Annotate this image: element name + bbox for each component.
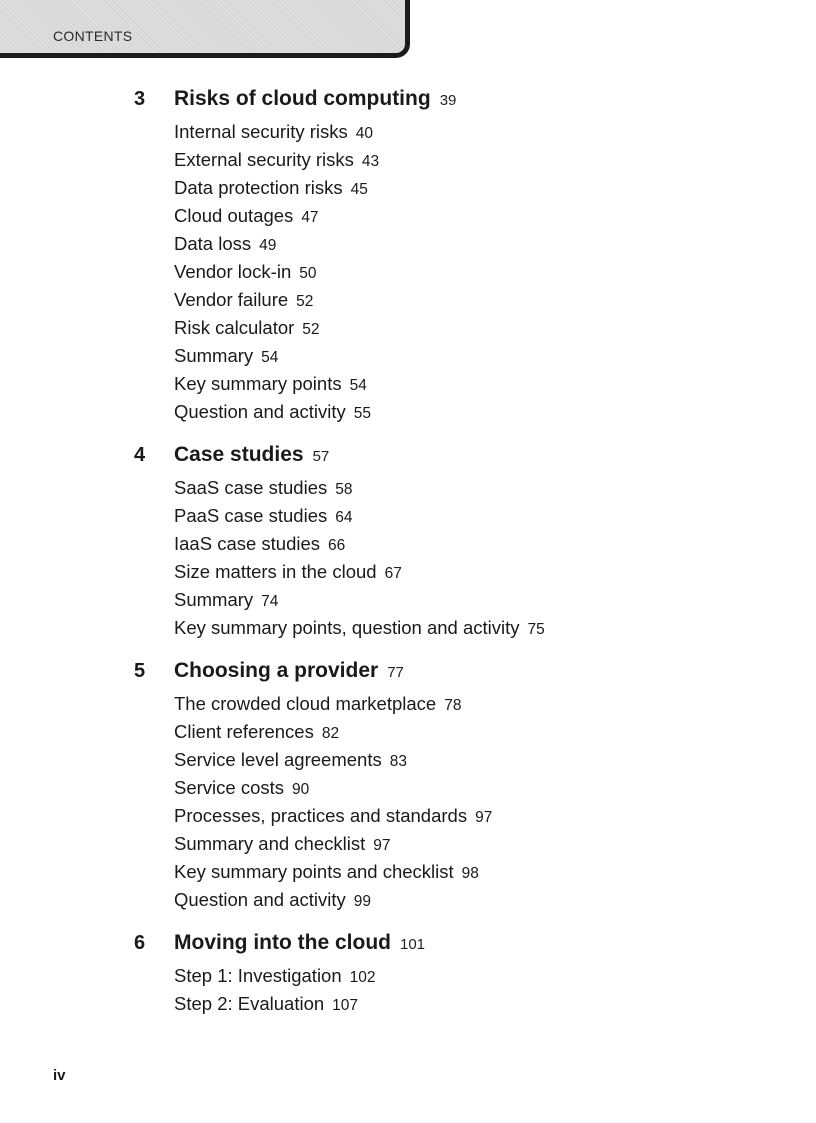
chapter-page: 57: [312, 448, 330, 465]
entry-page: 40: [355, 125, 373, 142]
entry-title: Summary and checklist: [174, 833, 366, 854]
entry-page: 49: [259, 237, 277, 254]
entry-title: Key summary points: [174, 373, 342, 394]
entry-page: 97: [475, 809, 493, 826]
entry-page: 102: [349, 969, 376, 986]
entry-page: 54: [349, 377, 367, 394]
entry-page: 54: [261, 349, 279, 366]
entry-title: Step 2: Evaluation: [174, 993, 325, 1014]
toc-entry[interactable]: [174, 372, 379, 400]
entry-title: Summary: [174, 589, 254, 610]
chapter-page: 39: [439, 92, 457, 109]
entry-page: 45: [350, 181, 368, 198]
chapter-heading[interactable]: [174, 658, 404, 686]
entry-page: 75: [527, 621, 545, 638]
toc-entry[interactable]: [174, 992, 376, 1020]
chapter-heading[interactable]: [174, 442, 329, 470]
entry-page: 50: [299, 265, 317, 282]
entry-page: 90: [292, 781, 310, 798]
chapter-page: 101: [399, 936, 426, 953]
entry-page: 43: [361, 153, 380, 170]
entry-title: Data loss: [174, 233, 252, 254]
toc-entry[interactable]: [174, 148, 379, 176]
toc-entry[interactable]: [174, 964, 376, 992]
entry-page: 78: [444, 697, 462, 714]
toc-entry[interactable]: [174, 832, 492, 860]
entry-title: Vendor lock-in: [174, 261, 292, 282]
entry-page: 82: [321, 725, 340, 742]
toc-entry[interactable]: [174, 720, 492, 748]
entry-page: 98: [461, 865, 479, 882]
page-number: iv: [53, 1067, 66, 1084]
toc-entry[interactable]: [174, 120, 379, 148]
entry-page: 67: [384, 565, 402, 582]
toc-entry[interactable]: [174, 344, 379, 372]
entry-title: Step 1: Investigation: [174, 965, 342, 986]
entry-page: 66: [328, 537, 346, 554]
entry-page: 107: [332, 997, 359, 1014]
section-list: [174, 964, 376, 1020]
entry-title: IaaS case studies: [174, 533, 321, 554]
entry-page: 99: [353, 893, 371, 910]
chapter-heading[interactable]: [174, 930, 425, 958]
entry-title: Cloud outages: [174, 205, 294, 226]
chapter-number: 6: [134, 932, 146, 954]
entry-page: 74: [261, 593, 279, 610]
entry-title: Size matters in the cloud: [174, 561, 377, 582]
toc-entry[interactable]: [174, 532, 545, 560]
toc-entry[interactable]: [174, 204, 379, 232]
entry-title: Service costs: [174, 777, 285, 798]
chapter-number: 5: [134, 660, 146, 682]
toc-entry[interactable]: [174, 176, 379, 204]
chapter-title: Choosing a provider: [174, 659, 379, 682]
entry-title: Risk calculator: [174, 317, 295, 338]
entry-title: Key summary points, question and activity: [174, 617, 520, 638]
chapter-title: Moving into the cloud: [174, 931, 391, 954]
chapter-heading[interactable]: [174, 86, 456, 114]
chapter-title: Risks of cloud computing: [174, 87, 431, 110]
chapter-number: 3: [134, 88, 146, 110]
toc-entry[interactable]: [174, 692, 492, 720]
toc-entry[interactable]: [174, 560, 545, 588]
section-list: [174, 476, 545, 644]
entry-title: SaaS case studies: [174, 477, 328, 498]
entry-page: 47: [301, 209, 319, 226]
toc-entry[interactable]: [174, 616, 545, 644]
toc-entry[interactable]: [174, 776, 492, 804]
entry-page: 83: [389, 753, 407, 770]
chapter-number: 4: [134, 444, 146, 466]
entry-title: Vendor failure: [174, 289, 289, 310]
toc-entry[interactable]: [174, 400, 379, 428]
entry-title: Service level agreements: [174, 749, 382, 770]
entry-page: 64: [335, 509, 353, 526]
entry-title: Client references: [174, 721, 314, 742]
section-list: [174, 692, 492, 916]
entry-page: 97: [373, 837, 391, 854]
toc-entry[interactable]: [174, 260, 379, 288]
toc-entry[interactable]: [174, 888, 492, 916]
entry-title: Question and activity: [174, 401, 346, 422]
entry-title: Question and activity: [174, 889, 346, 910]
toc-entry[interactable]: [174, 316, 379, 344]
entry-title: Key summary points and checklist: [174, 861, 454, 882]
entry-title: The crowded cloud marketplace: [174, 693, 437, 714]
section-list: [174, 120, 379, 428]
chapter-page: 77: [387, 664, 404, 681]
chapter-title: Case studies: [174, 443, 304, 466]
toc-entry[interactable]: [174, 504, 545, 532]
entry-page: 55: [353, 405, 371, 422]
entry-title: Data protection risks: [174, 177, 343, 198]
toc-entry[interactable]: [174, 860, 492, 888]
entry-title: PaaS case studies: [174, 505, 328, 526]
toc-entry[interactable]: [174, 588, 545, 616]
entry-page: 58: [335, 481, 353, 498]
toc-entry[interactable]: [174, 288, 379, 316]
entry-page: 52: [302, 321, 320, 338]
toc-entry[interactable]: [174, 232, 379, 260]
entry-title: Summary: [174, 345, 254, 366]
entry-title: Processes, practices and standards: [174, 805, 468, 826]
toc-entry[interactable]: [174, 476, 545, 504]
running-header: CONTENTS: [53, 28, 133, 44]
entry-title: External security risks: [174, 149, 354, 170]
entry-title: Internal security risks: [174, 121, 348, 142]
entry-page: 52: [296, 293, 314, 310]
toc-entry[interactable]: [174, 804, 492, 832]
toc-entry[interactable]: [174, 748, 492, 776]
